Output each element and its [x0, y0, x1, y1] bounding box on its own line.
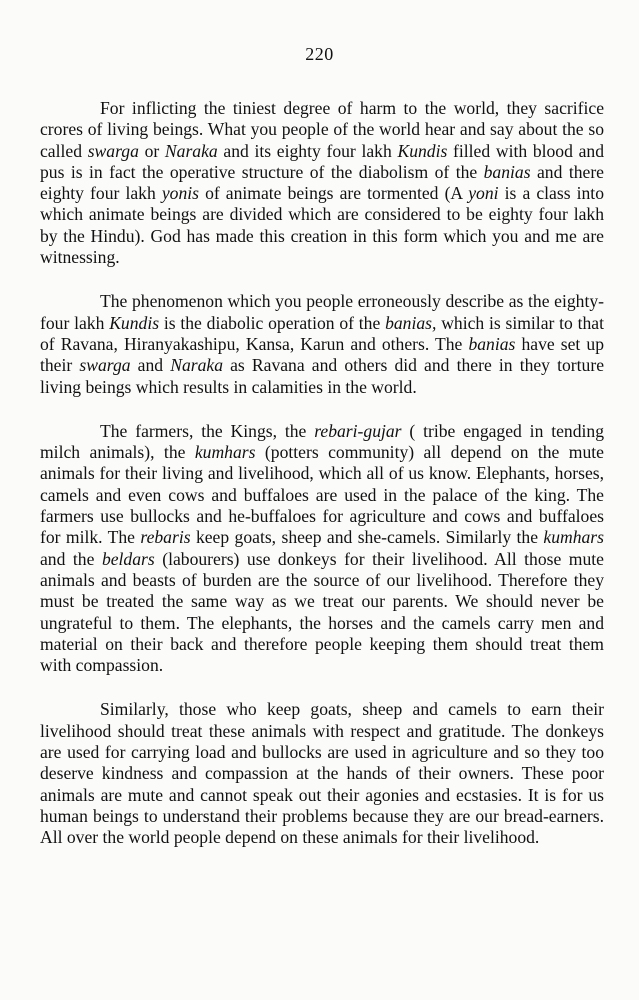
italic-term: kumhars — [543, 527, 605, 548]
text-run: keep goats, sheep and she-camels. Similarly the — [190, 527, 544, 548]
italic-term: Kundis — [109, 312, 160, 333]
paragraph-1 — [40, 98, 604, 268]
text-run: as Ravana and others did and there in they torture living beings which results in calamities in the world. — [40, 355, 605, 397]
text-run: and — [130, 355, 171, 376]
paragraph-2 — [40, 291, 604, 397]
italic-term: banias — [468, 333, 516, 354]
text-run: of animate beings are tormented (A — [198, 183, 469, 204]
paragraph-4 — [40, 699, 604, 848]
body-text — [40, 98, 604, 849]
text-run: (potters community) all depend on the mute animals for their living and livelihood, which all of us know. Elephants, horses, camels and even cows and buffaloes are used in the palace of the king. The farmers use bullocks and he-buffaloes for agriculture and cows and buffaloes for milk. The — [40, 442, 604, 548]
italic-term: banias, — [385, 312, 437, 333]
italic-term: kumhars — [194, 442, 256, 463]
text-run: The farmers, the Kings, the — [100, 420, 315, 441]
text-run: filled with blood and pus is in fact the operative structure of the diabolism of the — [40, 140, 605, 182]
text-run: ( tribe engaged in tending milch animals), the — [40, 420, 604, 463]
italic-term: Naraka — [170, 355, 223, 376]
text-run: The phenomenon which you people erroneously describe as the eighty-four lakh — [40, 291, 604, 333]
italic-term: yonis — [161, 183, 199, 204]
italic-term: Kundis — [397, 140, 448, 161]
italic-term: banias — [483, 161, 531, 182]
text-run: For inflicting the tiniest degree of harm to the world, they sacrifice crores of living beings. What you people of the world hear and say about the so called — [40, 98, 604, 161]
text-run: which is similar to that of Ravana, Hiranyakashipu, Kansa, Karun and others. The — [40, 312, 605, 354]
italic-term: beldars — [101, 548, 155, 569]
italic-term: yoni — [468, 183, 499, 204]
italic-term: swarga — [87, 140, 139, 161]
italic-term: Naraka — [164, 140, 218, 161]
text-run: and there eighty four lakh — [40, 161, 604, 204]
italic-term: swarga — [79, 355, 131, 376]
paragraph-3 — [40, 421, 604, 677]
text-run: (labourers) use donkeys for their livelihood. All those mute animals and beasts of burden are the source of our livelihood. Therefore they must be treated the same way as we treat our parents. We should never be ungrateful to them. The elephants, the horses and the camels carry men and material on their back and therefore people keeping them should treat them with compassion. — [40, 548, 604, 676]
text-run: Similarly, those who keep goats, sheep and camels to earn their livelihood should treat these animals with respect and gratitude. The donkeys are used for carrying load and bullocks are used in agriculture and so they too deserve kindness and compassion at the hands of their owners. These poor animals are mute and cannot speak out their agonies and ecstasies. It is for us human beings to understand their problems because they are our bread-earners. All over the world people depend on these animals for their livelihood. — [40, 699, 604, 848]
text-run: and its eighty four lakh — [217, 140, 398, 161]
italic-term: rebaris — [140, 527, 191, 548]
text-run: is the diabolic operation of the — [159, 312, 386, 333]
page-number: 220 — [305, 44, 334, 64]
text-run: or — [138, 140, 165, 161]
text-run: have set up their — [40, 333, 604, 376]
text-run: and the — [40, 548, 102, 569]
text-run: is a class into which animate beings are divided which are considered to be eighty four lakh by the Hindu). God has made this creation in this form which you and me are witnessing. — [40, 183, 604, 268]
italic-term: rebari-gujar — [314, 420, 402, 441]
